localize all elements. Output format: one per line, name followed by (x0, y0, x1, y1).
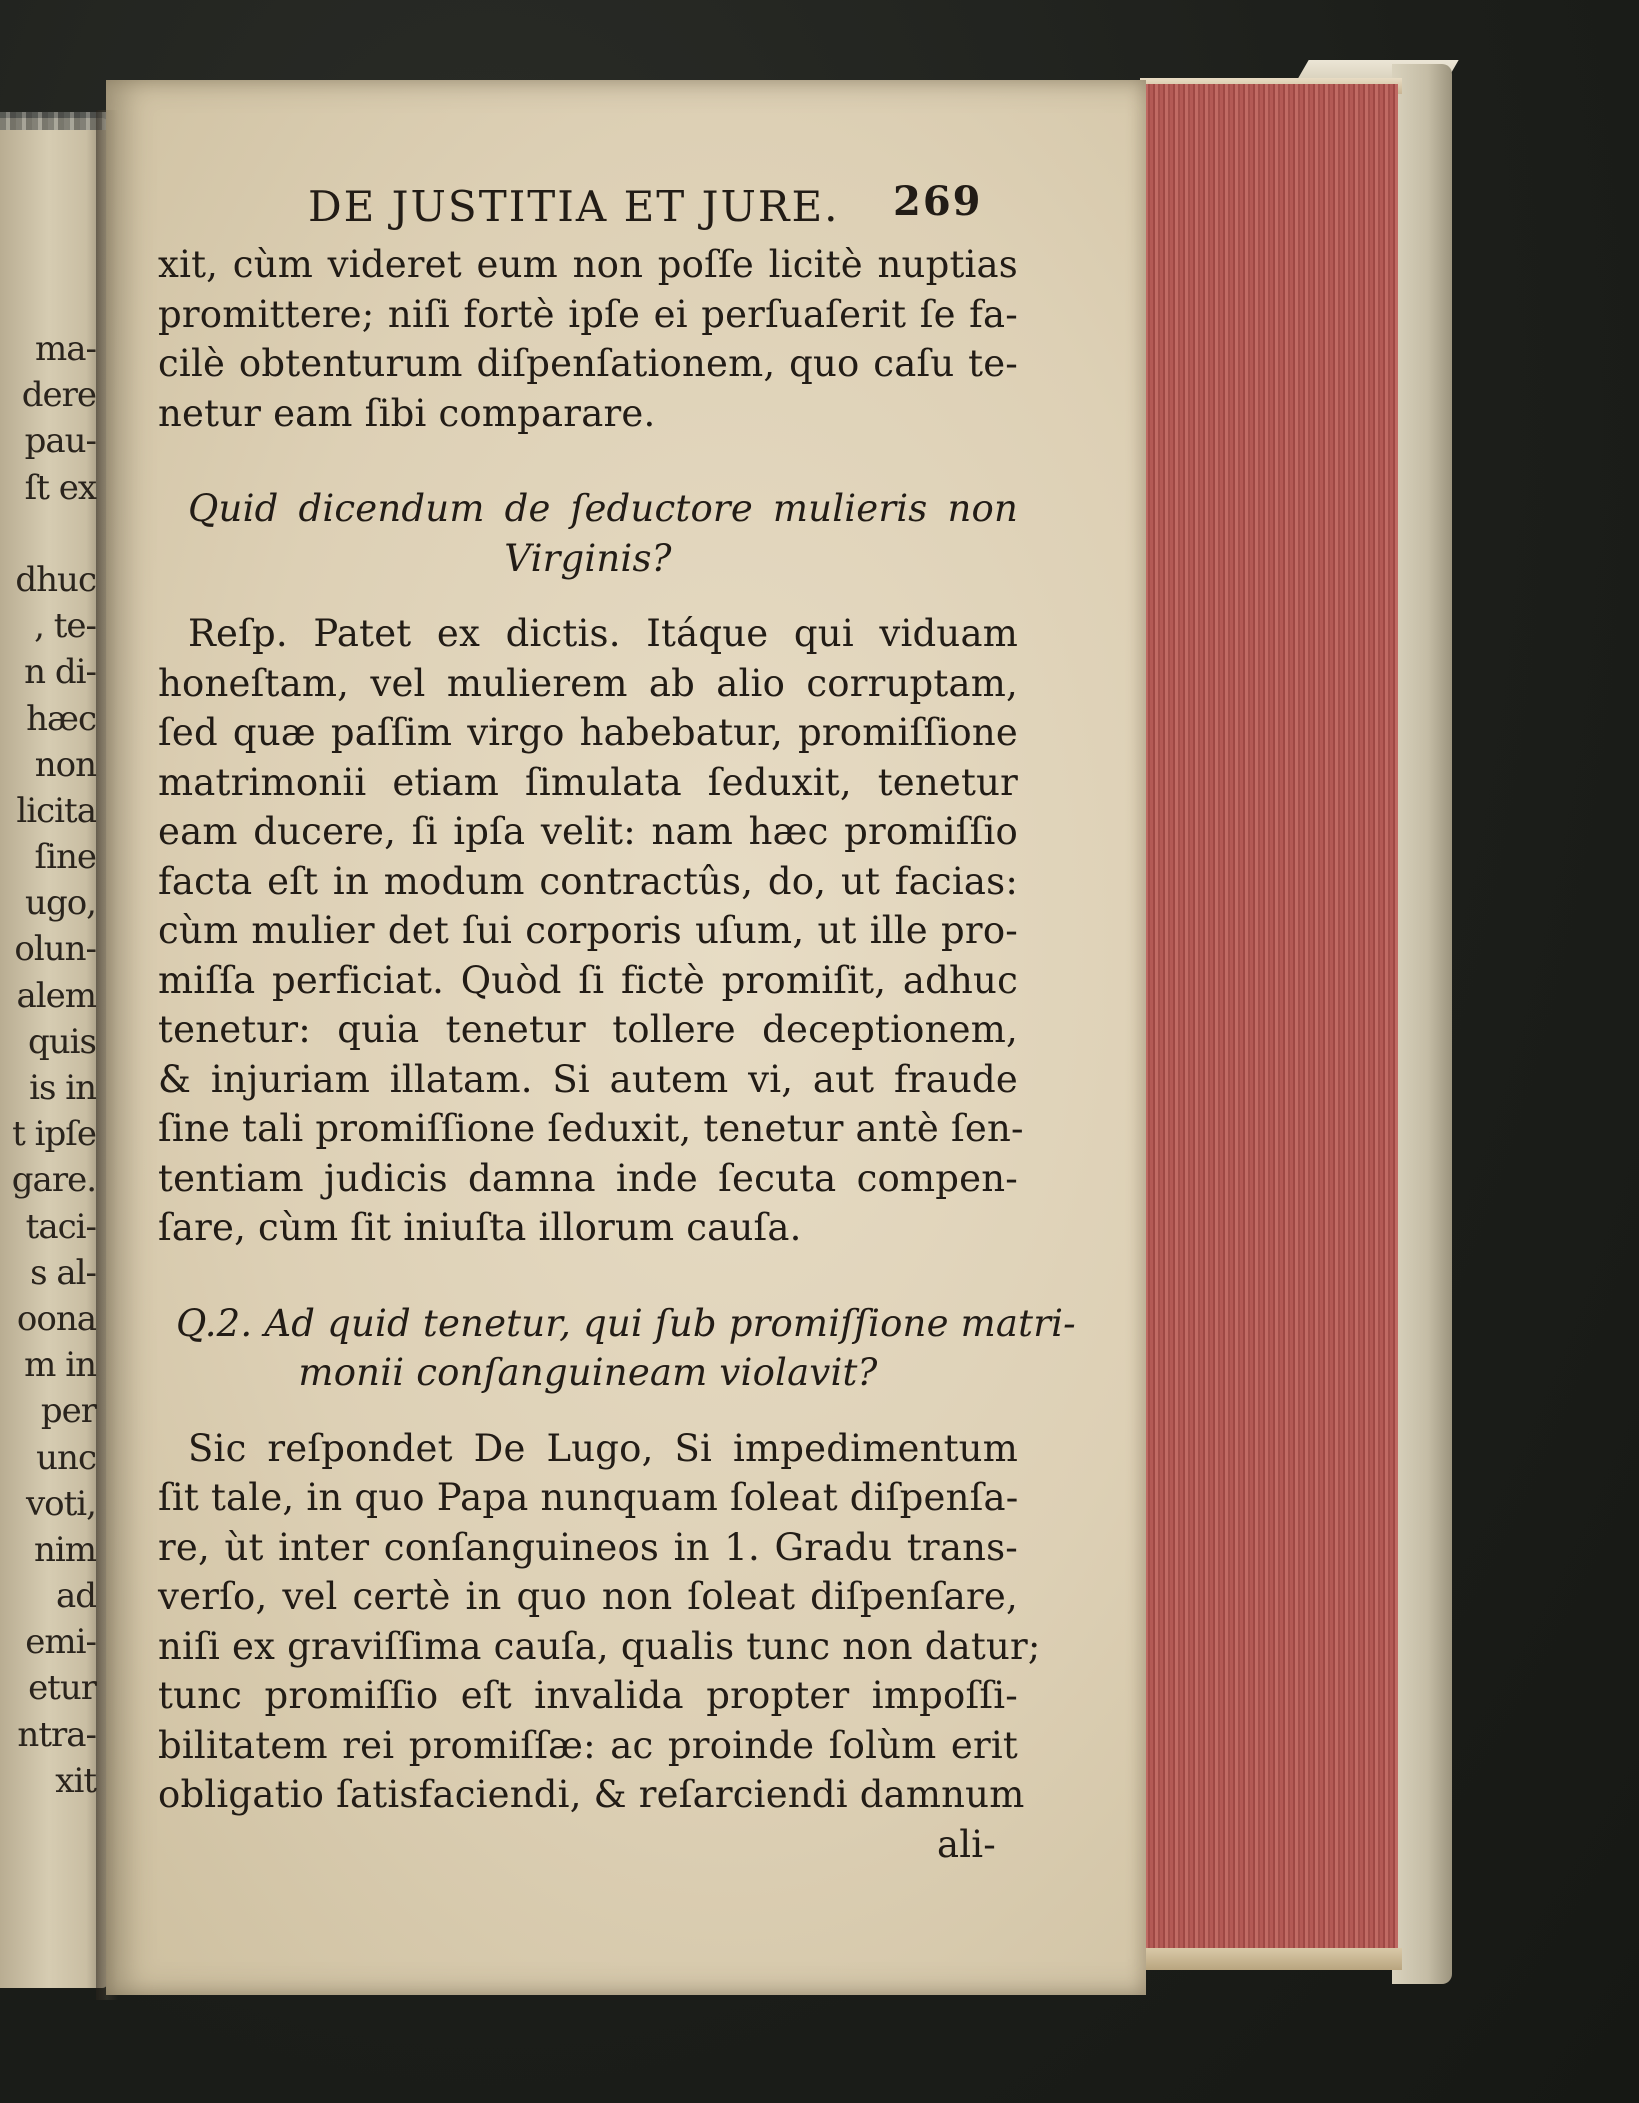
left-page-line-fragment: ſt ex (24, 467, 96, 508)
left-page-line-fragment: licita (16, 790, 96, 831)
left-page-line-fragment: quis (28, 1021, 96, 1062)
left-page-line-fragment: emi- (25, 1622, 96, 1663)
left-page-line-fragment: olun- (14, 929, 96, 970)
paragraph-2 (158, 609, 1024, 1253)
text-line: miſſa perficiat. Quòd ſi fictè promiſit, adhuc (158, 958, 1018, 1002)
text-line: facta eſt in modum contractûs, do, ut facias: (158, 859, 1018, 903)
left-page-line-fragment: pau- (24, 421, 96, 462)
left-page-line-fragment: ntra- (17, 1714, 96, 1755)
left-page-line-fragment (0, 511, 96, 557)
left-page-line-fragment: ad (55, 1576, 96, 1617)
left-page (0, 118, 108, 1988)
left-page-line-fragment: etur (28, 1668, 96, 1709)
left-page-line-fragment: dere (21, 375, 96, 416)
left-page-line-fragment: xit (55, 1760, 96, 1801)
left-page-line-fragment: ugo, (25, 883, 96, 924)
text-line: Reſp. Patet ex dictis. Itáque qui viduam (188, 612, 1018, 655)
red-page-edges (1140, 84, 1398, 1956)
text-line: ſare, cùm ſit iniuſta illorum cauſa. (158, 1206, 802, 1249)
page-edges-bottom (1140, 1948, 1402, 1970)
left-page-line-fragment: t ipſe (12, 1114, 96, 1155)
text-line: ſed quæ paſſim virgo habebatur, promiſſione (158, 711, 1018, 754)
text-line: honeſtam, vel mulierem ab alio corruptam, (158, 661, 1018, 705)
question-heading-1 (158, 484, 1018, 583)
left-page-line-endings (0, 326, 96, 1804)
left-page-line-fragment: ma- (35, 329, 96, 369)
catchword: ali- (936, 1822, 996, 1866)
running-head (158, 170, 1018, 240)
text-line: re, ùt inter conſanguineos in 1. Gradu trans- (158, 1525, 1018, 1569)
heading-line: Virginis? (504, 536, 672, 580)
left-page-line-fragment: hæc (26, 698, 96, 739)
gutter-shadow (96, 110, 118, 2000)
left-page-line-fragment: per (40, 1391, 96, 1432)
page-number: 269 (893, 178, 983, 225)
left-page-line-fragment: voti, (25, 1483, 96, 1524)
left-page-line-fragment: dhuc (15, 559, 96, 600)
left-page-line-fragment: non (34, 744, 96, 785)
text-line: promittere; niſi fortè ipſe ei perſuaſerit ſe fa- (158, 292, 1018, 336)
text-line: obligatio ſatisfaciendi, & reſarciendi damnum (158, 1773, 1025, 1816)
text-line: Sic reſpondet De Lugo, Si impedimentum (188, 1426, 1018, 1470)
left-page-line-fragment: m in (24, 1345, 96, 1386)
left-page-line-fragment: ſine (34, 837, 96, 878)
left-page-line-fragment: gare. (11, 1160, 96, 1201)
left-page-line-fragment: taci- (25, 1206, 96, 1247)
text-line: cùm mulier det ſui corporis uſum, ut ille pro- (158, 909, 1018, 952)
text-line: matrimonii etiam ſimulata ſeduxit, tenetur (158, 760, 1018, 804)
heading-line: Q.2. Ad quid tenetur, qui ſub promiſſione matri- (176, 1301, 1076, 1345)
text-line: eam ducere, ſi ipſa velit: nam hæc promiſſio (158, 810, 1018, 853)
left-page-line-fragment: alem (16, 975, 96, 1016)
text-line: bilitatem rei promiſſæ: ac proinde ſolùm erit (158, 1723, 1018, 1767)
left-page-line-fragment: nim (33, 1529, 96, 1570)
left-page-line-fragment: is in (29, 1068, 96, 1108)
left-page-line-fragment: n di- (24, 652, 96, 693)
heading-line: monii conſanguineam violavit? (298, 1351, 878, 1394)
left-page-line-fragment: oona (16, 1298, 96, 1339)
cover-board (1392, 64, 1452, 1984)
paragraph-1 (158, 240, 1018, 438)
text-line: niſi ex graviſſima cauſa, qualis tunc non datur; (158, 1624, 1041, 1668)
left-page-line-fragment: unc (36, 1437, 96, 1478)
right-page-text (158, 170, 1076, 1869)
text-line: verſo, vel certè in quo non ſoleat diſpenſare, (158, 1575, 1018, 1618)
heading-line: Quid dicendum de ſeductore mulieris non (188, 487, 1018, 530)
text-line: tunc promiſſio eſt invalida propter impoſſi- (158, 1674, 1018, 1717)
text-line: tentiam judicis damna inde ſecuta compen- (158, 1156, 1018, 1200)
question-heading-2 (158, 1299, 1076, 1398)
text-line: & injuriam illatam. Si autem vi, aut fraude (158, 1057, 1018, 1101)
text-line: ſine tali promiſſione ſeduxit, tenetur antè ſen- (158, 1107, 1024, 1150)
text-line: tenetur: quia tenetur tollere deceptionem, (158, 1008, 1018, 1051)
text-line: ſit tale, in quo Papa nunquam ſoleat diſpenſa- (158, 1476, 1019, 1519)
text-line: netur eam ſibi comparare. (158, 391, 656, 435)
paragraph-3 (158, 1424, 1041, 1870)
text-line: xit, cùm videret eum non poſſe licitè nuptias (158, 243, 1018, 286)
running-head-title: DE JUSTITIA ET JURE. (308, 182, 840, 231)
text-line: cilè obtenturum diſpenſationem, quo caſu te- (158, 342, 1018, 385)
left-page-line-fragment: , te- (34, 606, 96, 647)
left-page-line-fragment: s al- (30, 1252, 96, 1293)
